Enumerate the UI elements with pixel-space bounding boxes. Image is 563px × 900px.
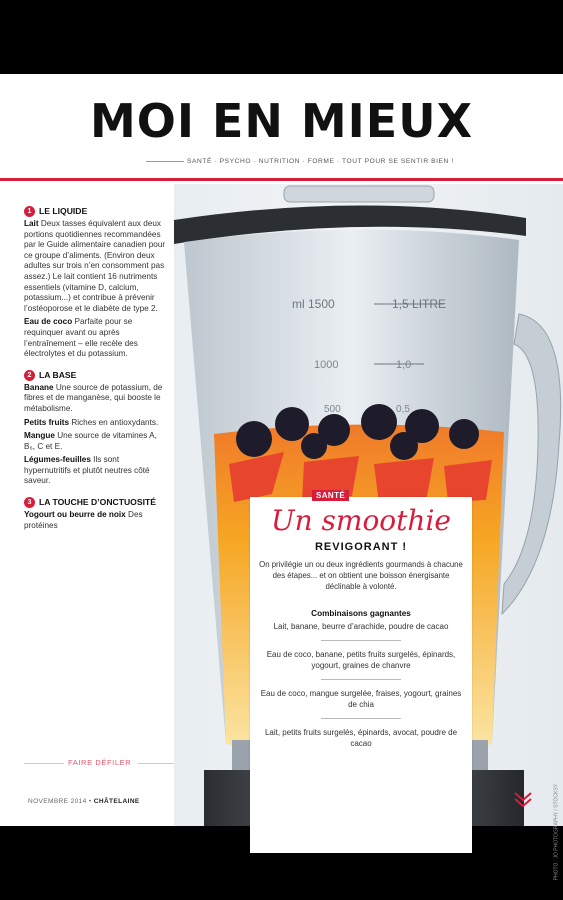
tagline-rule <box>146 161 184 162</box>
ingredient-text: Une source de vitamines A, B₆, C et E. <box>24 431 157 451</box>
marking-litre-15: 1,5 LITRE <box>392 297 447 311</box>
section-tagline: SANTÉ · PSYCHO · NUTRITION · FORME · TOUT POUR SE SENTIR BIEN ! <box>187 158 454 165</box>
marking-ml-500: 500 <box>324 404 341 415</box>
scroll-hint-link[interactable]: FAIRE DÉFILER <box>68 758 132 767</box>
ingredient-text: Riches en antioxydants. <box>69 417 159 427</box>
step-number-badge: 3 <box>24 497 35 508</box>
recipe-card <box>250 491 472 853</box>
marking-ml-1500: ml 1500 <box>292 297 335 311</box>
recipe-title: Un smoothie <box>271 504 451 537</box>
ingredient-term: Légumes-feuilles <box>24 455 91 465</box>
ingredient-term: Petits fruits <box>24 417 70 427</box>
ingredient-term: Mangue <box>24 431 55 441</box>
category-badge: SANTÉ <box>312 490 349 501</box>
step-number-badge: 1 <box>24 206 35 217</box>
ingredient-paragraph <box>24 510 168 531</box>
ingredient-paragraph <box>24 317 168 359</box>
scroll-hint-rule-left <box>24 763 64 764</box>
photo-credit: PHOTO : JO PHOTOGRAPHY / STOCKSY <box>553 784 559 881</box>
magazine-section-title: MOI EN MIEUX <box>89 94 474 148</box>
ingredient-text: Des protéines <box>24 510 143 530</box>
combos-list <box>258 621 464 757</box>
marking-litre-05: 0,5 <box>396 404 410 415</box>
ingredient-term: Eau de coco <box>24 317 73 327</box>
section-title: LE LIQUIDE <box>39 206 88 216</box>
header-divider <box>0 178 563 181</box>
combo-divider <box>321 640 401 641</box>
ingredient-text: Une source de potassium, de fibres et de manganèse, qui booste le métabolisme. <box>24 382 163 413</box>
combo-item: Eau de coco, banane, petits fruits surgelés, épinards, yogourt, graines de chanvre <box>266 650 456 670</box>
chevron-down-icon[interactable] <box>512 788 534 810</box>
ingredient-text: Parfaite pour se requinquer avant ou après l’entraînement – elle recèle des électrolytes et du potassium. <box>24 317 138 359</box>
combos-heading: Combinaisons gagnantes <box>311 609 411 618</box>
section-title: LA TOUCHE D’ONCTUOSITÉ <box>39 497 156 508</box>
ingredient-paragraph <box>24 219 168 314</box>
lid-knob <box>284 186 434 202</box>
magazine-brand: CHÂTELAINE <box>93 798 140 805</box>
ingredient-paragraph <box>24 455 168 487</box>
ingredient-text: Ils sont hypernutritifs et plutôt neutres côté saveur. <box>24 455 150 486</box>
marking-litre-10: 1,0 <box>396 359 412 371</box>
ingredient-paragraph <box>24 418 168 429</box>
recipe-subtitle: REVIGORANT ! <box>314 541 408 553</box>
section-heading <box>24 370 168 381</box>
combo-item: Eau de coco, mangue surgelée, fraises, yogourt, graines de chia <box>260 689 462 709</box>
page-counter: 1 / 6 <box>487 797 500 804</box>
section-liquid <box>24 206 168 360</box>
tagline-row <box>0 156 563 168</box>
ingredient-text: Deux tasses équivalent aux deux portions quotidiennes recommandées par le Guide alimentaire canadien pour ce groupe d’aliments. (Environ deux adultes sur trois n’en consomment pas assez.) Le lait contient 16 nutriments essentiels (vitamine D, calcium, potassium...) et contribue à prévenir l’ostéoporose et le diabète de type 2. <box>24 219 166 313</box>
section-base <box>24 370 168 487</box>
combo-item: Lait, banane, beurre d’arachide, poudre de cacao <box>273 622 449 631</box>
magazine-page <box>0 74 563 881</box>
folio: NOVEMBRE 2014 • CHÂTELAINE <box>28 798 140 805</box>
recipe-intro: On privilégie un ou deux ingrédients gourmands à chacune des étapes... et on obtient une boisson énergisante déclinable à volonté. <box>259 560 463 591</box>
step-number-badge: 2 <box>24 370 35 381</box>
combo-item: Lait, petits fruits surgelés, épinards, avocat, poudre de cacao <box>264 728 458 748</box>
scroll-hint-rule-right <box>138 763 174 764</box>
ingredient-term: Banane <box>24 382 54 392</box>
combo-divider <box>321 718 401 719</box>
ingredient-term: Yogourt ou beurre de noix <box>24 510 126 520</box>
section-title: LA BASE <box>39 369 77 380</box>
issue-date: NOVEMBRE 2014 <box>28 798 87 805</box>
ingredient-paragraph <box>24 431 168 452</box>
scroll-hint-row[interactable] <box>24 754 174 768</box>
ingredient-paragraph <box>24 383 168 415</box>
section-heading <box>24 206 168 217</box>
combo-divider <box>321 679 401 680</box>
section-heading <box>24 497 168 508</box>
ingredient-column <box>24 206 168 541</box>
section-onctuosite <box>24 497 168 531</box>
ingredient-term: Lait <box>24 219 39 228</box>
marking-ml-1000: 1000 <box>314 359 339 371</box>
